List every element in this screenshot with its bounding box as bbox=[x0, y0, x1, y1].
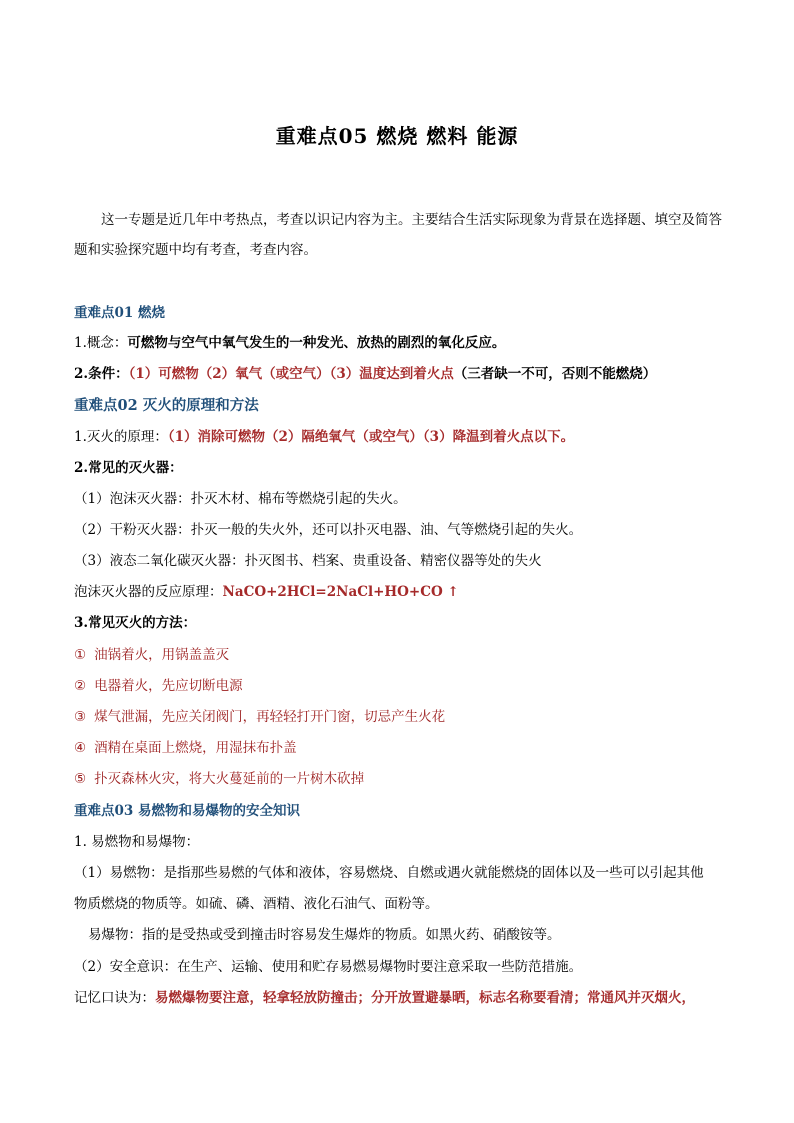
method-number: ① bbox=[74, 647, 87, 663]
safety-p4: （2）安全意识：在生产、运输、使用和贮存易燃易爆物时要注意采取一些防范措施。 bbox=[74, 959, 583, 975]
method-number: ② bbox=[74, 678, 87, 694]
principle-text: （1）消除可燃物（2）隔绝氧气（或空气）（3）降温到着火点以下。 bbox=[167, 429, 575, 445]
principle-line bbox=[74, 427, 734, 447]
condition-prefix: 2.条件： bbox=[74, 366, 129, 382]
safety-p2a: （1）易燃物：是指那些易燃的气体和液体，容易燃烧、自燃或遇火就能燃烧的固体以及一些可以引起其他 bbox=[74, 865, 704, 881]
safety-p3: 易爆物：指的是受热或受到撞击时容易发生爆炸的物质。如黑火药、硝酸铵等。 bbox=[88, 927, 561, 943]
foam-reaction-prefix: 泡沫灭火器的反应原理： bbox=[74, 584, 223, 600]
mnemonic-text: 易燃爆物要注意，轻拿轻放防撞击；分开放置避暴晒，标志名称要看清；常通风并灭烟火， bbox=[155, 990, 695, 1006]
safety-p1: 1. 易燃物和易爆物： bbox=[74, 834, 200, 850]
concept-line bbox=[74, 333, 734, 353]
method-item bbox=[74, 645, 734, 665]
method-text: 电器着火，先应切断电源 bbox=[94, 678, 243, 694]
extinguisher-foam: （1）泡沫灭火器：扑灭木材、棉布等燃烧引起的失火。 bbox=[74, 491, 407, 507]
foam-reaction-line bbox=[74, 582, 734, 602]
intro-paragraph: 这一专题是近几年中考热点，考查以识记内容为主。主要结合生活实际现象为背景在选择题、填空及简答题和实验探究题中均有考查，考查内容。 bbox=[74, 212, 722, 258]
method-text: 煤气泄漏，先应关闭阀门，再轻轻打开门窗，切忌产生火花 bbox=[94, 709, 446, 725]
mnemonic-line bbox=[74, 988, 734, 1008]
section-heading-safety: 重难点03 易燃物和易爆物的安全知识 bbox=[74, 803, 300, 819]
extinguisher-co2: （3）液态二氧化碳灭火器：扑灭图书、档案、贵重设备、精密仪器等处的失火 bbox=[74, 553, 542, 569]
method-text: 扑灭森林火灾，将大火蔓延前的一片树木砍掉 bbox=[94, 771, 365, 787]
method-item bbox=[74, 738, 734, 758]
mnemonic-prefix: 记忆口诀为： bbox=[74, 990, 155, 1006]
condition-text: （1）可燃物（2）氧气（或空气）（3）温度达到着火点 bbox=[128, 366, 454, 382]
method-number: ⑤ bbox=[74, 771, 87, 787]
safety-p2b: 物质燃烧的物质等。如硫、磷、酒精、液化石油气、面粉等。 bbox=[74, 896, 439, 912]
principle-prefix: 1.灭火的原理： bbox=[74, 429, 168, 445]
method-item bbox=[74, 769, 734, 789]
extinguisher-powder: （2）干粉灭火器：扑灭一般的失火外，还可以扑灭电器、油、气等燃烧引起的失火。 bbox=[74, 522, 583, 538]
section-heading-combustion: 重难点01 燃烧 bbox=[74, 305, 165, 321]
concept-text: 可燃物与空气中氧气发生的一种发光、放热的剧烈的氧化反应。 bbox=[127, 335, 506, 351]
method-item bbox=[74, 707, 734, 727]
method-number: ④ bbox=[74, 740, 87, 756]
condition-note: （三者缺一不可，否则不能燃烧） bbox=[453, 366, 657, 382]
method-text: 油锅着火，用锅盖盖灭 bbox=[94, 647, 230, 663]
condition-line bbox=[74, 364, 734, 384]
foam-reaction-equation: NaCO+2HCl=2NaCl+HO+CO ↑ bbox=[222, 584, 459, 600]
page-title: 重难点05 燃烧 燃料 能源 bbox=[275, 124, 519, 148]
method-text: 酒精在桌面上燃烧，用湿抹布扑盖 bbox=[94, 740, 297, 756]
methods-heading: 3.常见灭火的方法： bbox=[74, 615, 197, 631]
method-item bbox=[74, 676, 734, 696]
method-number: ③ bbox=[74, 709, 87, 725]
extinguisher-heading: 2.常见的灭火器： bbox=[74, 460, 183, 476]
concept-prefix: 1.概念： bbox=[74, 335, 128, 351]
section-heading-extinguish: 重难点02 灭火的原理和方法 bbox=[74, 397, 259, 414]
